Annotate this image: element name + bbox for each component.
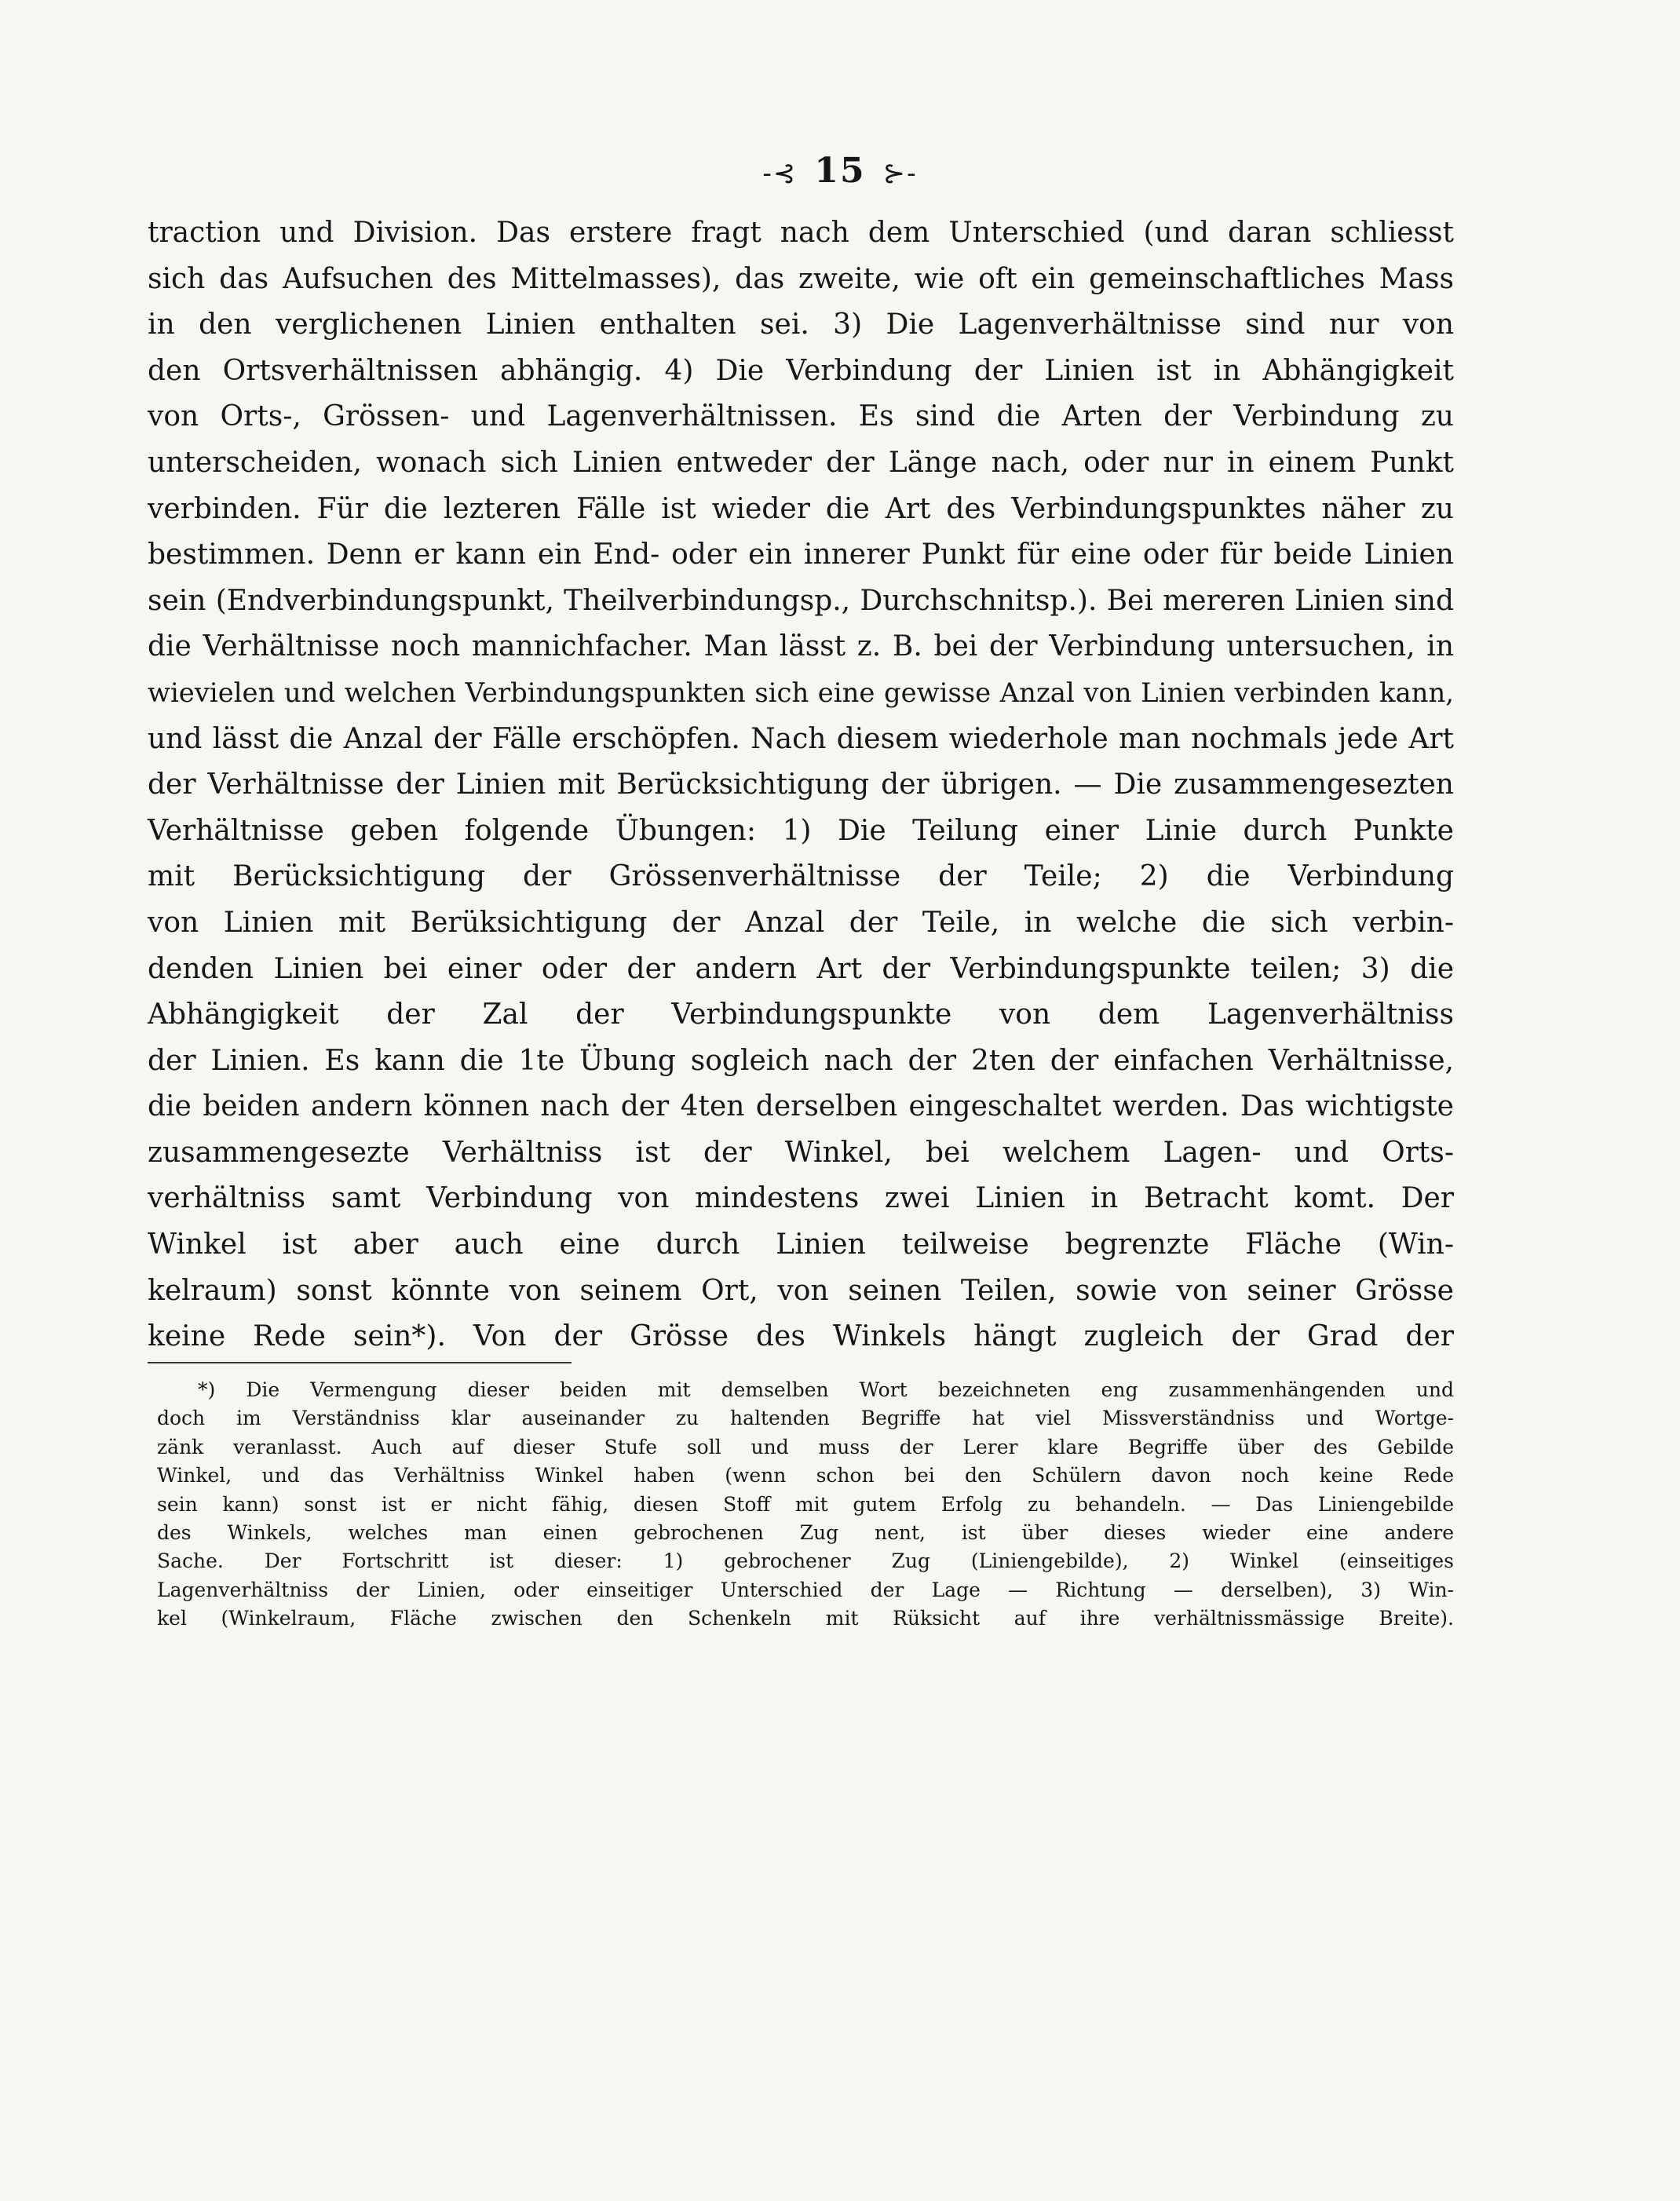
- body-line: sein (Endverbindungspunkt, Theilverbindungsp., Durchschnitsp.). Bei mereren Linien sind: [148, 584, 1454, 617]
- footnote-line: sein kann) sonst ist er nicht fähig, diesen Stoff mit gutem Erfolg zu behandeln. — Das Liniengebilde: [157, 1492, 1454, 1516]
- body-line: von Orts-, Grössen- und Lagenverhältnissen. Es sind die Arten der Verbindung zu: [148, 400, 1454, 433]
- body-line: den Ortsverhältnissen abhängig. 4) Die Verbindung der Linien ist in Abhängigkeit: [148, 354, 1454, 387]
- body-line: verhältniss samt Verbindung von mindestens zwei Linien in Betracht komt. Der: [148, 1182, 1454, 1215]
- body-line: der Verhältnisse der Linien mit Berücksichtigung der übrigen. — Die zusammengesezten: [148, 768, 1454, 801]
- body-line: bestimmen. Denn er kann ein End- oder ein innerer Punkt für eine oder für beide Linien: [148, 538, 1454, 571]
- body-line: keine Rede sein*). Von der Grösse des Winkels hängt zugleich der Grad der: [148, 1320, 1454, 1353]
- ornament-left-icon: -⊰: [762, 158, 798, 189]
- body-line: Winkel ist aber auch eine durch Linien teilweise begrenzte Fläche (Win-: [148, 1228, 1454, 1261]
- body-line: die Verhältnisse noch mannichfacher. Man lässt z. B. bei der Verbindung untersuchen, in: [148, 630, 1454, 663]
- page-number-value: 15: [814, 151, 866, 191]
- body-text: [148, 210, 1454, 1360]
- body-line: von Linien mit Berüksichtigung der Anzal der Teile, in welche die sich verbin-: [148, 906, 1454, 939]
- body-line: sich das Aufsuchen des Mittelmasses), das zweite, wie oft ein gemeinschaftliches Mass: [148, 262, 1454, 295]
- body-line: die beiden andern können nach der 4ten derselben eingeschaltet werden. Das wichtigste: [148, 1090, 1454, 1123]
- body-line: in den verglichenen Linien enthalten sei. 3) Die Lagenverhältnisse sind nur von: [148, 308, 1454, 341]
- body-line: denden Linien bei einer oder der andern Art der Verbindungspunkte teilen; 3) die: [148, 952, 1454, 985]
- footnote-line: Sache. Der Fortschritt ist dieser: 1) gebrochener Zug (Liniengebilde), 2) Winkel (einseitiges: [157, 1549, 1454, 1573]
- body-line: verbinden. Für die lezteren Fälle ist wieder die Art des Verbindungspunktes näher zu: [148, 492, 1454, 525]
- body-line: Verhältnisse geben folgende Übungen: 1) Die Teilung einer Linie durch Punkte: [148, 814, 1454, 847]
- footnote-line: Lagenverhältniss der Linien, oder einseitiger Unterschied der Lage — Richtung — derselben), 3) Win-: [157, 1578, 1454, 1601]
- body-line: und lässt die Anzal der Fälle erschöpfen. Nach diesem wiederhole man nochmals jede Art: [148, 722, 1454, 755]
- body-line: wievielen und welchen Verbindungspunkten sich eine gewisse Anzal von Linien verbinden kann,: [148, 677, 1454, 708]
- body-line: der Linien. Es kann die 1te Übung sogleich nach der 2ten der einfachen Verhältnisse,: [148, 1044, 1454, 1077]
- footnote-line: doch im Verständniss klar auseinander zu haltenden Begriffe hat viel Missverständniss und Wortge-: [157, 1407, 1454, 1430]
- footnote-line: *) Die Vermengung dieser beiden mit demselben Wort bezeichneten eng zusammenhängenden und: [198, 1378, 1454, 1401]
- footnote-line: zänk veranlasst. Auch auf dieser Stufe soll und muss der Lerer klare Begriffe über des Gebilde: [157, 1435, 1454, 1458]
- page-number: [0, 151, 1680, 191]
- body-line: unterscheiden, wonach sich Linien entweder der Länge nach, oder nur in einem Punkt: [148, 446, 1454, 479]
- footnote-line: des Winkels, welches man einen gebrochenen Zug nent, ist über dieses wieder eine andere: [157, 1520, 1454, 1544]
- footnote-line: kel (Winkelraum, Fläche zwischen den Schenkeln mit Rüksicht auf ihre verhältnissmässige Breite).: [157, 1607, 1454, 1630]
- body-line: mit Berücksichtigung der Grössenverhältnisse der Teile; 2) die Verbindung: [148, 860, 1454, 893]
- body-line: Abhängigkeit der Zal der Verbindungspunkte von dem Lagenverhältniss: [148, 998, 1454, 1031]
- footnote-divider: [148, 1362, 572, 1363]
- footnote-line: Winkel, und das Verhältniss Winkel haben (wenn schon bei den Schülern davon noch keine Rede: [157, 1464, 1454, 1487]
- ornament-right-icon: ⊱-: [882, 158, 918, 189]
- body-line: kelraum) sonst könnte von seinem Ort, von seinen Teilen, sowie von seiner Grösse: [148, 1274, 1454, 1307]
- body-line: traction und Division. Das erstere fragt nach dem Unterschied (und daran schliesst: [148, 217, 1454, 249]
- body-line: zusammengesezte Verhältniss ist der Winkel, bei welchem Lagen- und Orts-: [148, 1136, 1454, 1169]
- footnote: [157, 1376, 1454, 1633]
